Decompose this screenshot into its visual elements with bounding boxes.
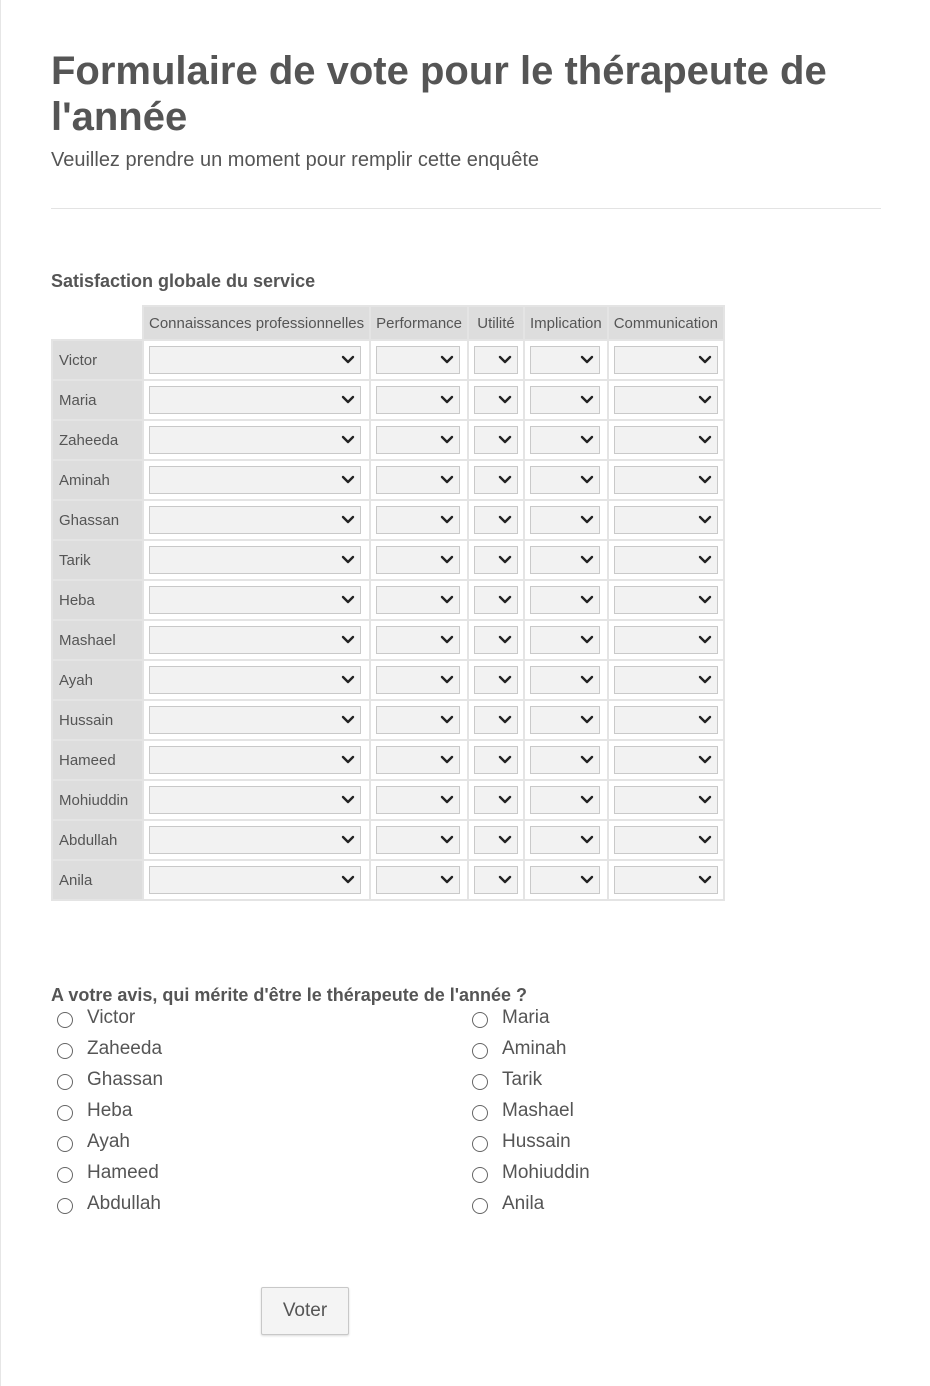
chevron-down-icon [580,550,594,570]
chevron-down-icon [580,430,594,450]
rating-dropdown[interactable] [530,706,600,734]
matrix-cell [468,500,524,540]
rating-dropdown[interactable] [474,826,518,854]
matrix-row [52,500,724,540]
chevron-down-icon [498,510,512,530]
chevron-down-icon [498,710,512,730]
rating-dropdown[interactable] [474,786,518,814]
matrix-cell [143,740,370,780]
matrix-cell [524,540,608,580]
chevron-down-icon [580,710,594,730]
rating-dropdown[interactable] [530,626,600,654]
matrix-row [52,780,724,820]
matrix-cell [608,500,724,540]
chevron-down-icon [580,830,594,850]
chevron-down-icon [698,470,712,490]
chevron-down-icon [498,830,512,850]
rating-dropdown[interactable] [530,506,600,534]
rating-dropdown[interactable] [614,386,718,414]
radio-circle-icon[interactable] [57,1012,73,1028]
chevron-down-icon [440,710,454,730]
vote-option[interactable] [57,1035,162,1063]
matrix-cell [608,580,724,620]
rating-dropdown[interactable] [149,546,361,574]
chevron-down-icon [341,670,355,690]
matrix-cell [370,500,468,540]
matrix-row-label: Aminah [52,460,143,500]
chevron-down-icon [498,470,512,490]
matrix-cell [143,700,370,740]
rating-dropdown[interactable] [530,426,600,454]
matrix-cell [468,420,524,460]
chevron-down-icon [698,750,712,770]
matrix-row-label: Zaheeda [52,420,143,460]
rating-dropdown[interactable] [149,586,361,614]
chevron-down-icon [341,390,355,410]
rating-dropdown[interactable] [149,746,361,774]
rating-dropdown[interactable] [474,546,518,574]
matrix-cell [370,540,468,580]
radio-circle-icon[interactable] [472,1136,488,1152]
rating-dropdown[interactable] [614,586,718,614]
radio-circle-icon[interactable] [472,1074,488,1090]
matrix-cell [143,620,370,660]
vote-option-label: Hussain [502,1131,571,1152]
matrix-row [52,460,724,500]
rating-dropdown[interactable] [376,546,460,574]
chevron-down-icon [580,590,594,610]
vote-option[interactable] [472,1066,542,1094]
matrix-corner-cell [52,306,143,340]
chevron-down-icon [498,670,512,690]
chevron-down-icon [580,390,594,410]
vote-option[interactable] [472,1004,550,1032]
chevron-down-icon [580,870,594,890]
matrix-row [52,380,724,420]
vote-question-label: A votre avis, qui mérite d'être le thérapeute de l'année ? [51,985,528,1005]
chevron-down-icon [440,630,454,650]
rating-dropdown[interactable] [149,786,361,814]
radio-circle-icon[interactable] [472,1167,488,1183]
satisfaction-matrix [51,305,725,901]
chevron-down-icon [341,350,355,370]
vote-option-label: Victor [87,1007,136,1028]
vote-option[interactable] [57,1097,132,1125]
rating-dropdown[interactable] [149,386,361,414]
rating-dropdown[interactable] [530,346,600,374]
rating-dropdown[interactable] [530,386,600,414]
rating-dropdown[interactable] [376,826,460,854]
matrix-column-header: Communication [608,306,724,340]
matrix-cell [524,860,608,900]
matrix-cell [608,860,724,900]
vote-option[interactable] [472,1097,574,1125]
matrix-cell [524,740,608,780]
matrix-cell [143,340,370,380]
matrix-cell [143,860,370,900]
rating-dropdown[interactable] [614,866,718,894]
matrix-header-row [52,306,724,340]
chevron-down-icon [440,390,454,410]
matrix-cell [143,660,370,700]
chevron-down-icon [498,350,512,370]
matrix-cell [370,420,468,460]
rating-dropdown[interactable] [474,746,518,774]
rating-dropdown[interactable] [149,826,361,854]
chevron-down-icon [440,870,454,890]
matrix-cell [370,820,468,860]
rating-dropdown[interactable] [474,666,518,694]
matrix-cell [370,620,468,660]
rating-dropdown[interactable] [614,786,718,814]
chevron-down-icon [440,670,454,690]
vote-option[interactable] [472,1190,544,1218]
rating-dropdown[interactable] [614,466,718,494]
radio-circle-icon[interactable] [57,1105,73,1121]
matrix-row [52,580,724,620]
rating-dropdown[interactable] [614,426,718,454]
matrix-row [52,340,724,380]
divider [51,208,881,209]
radio-circle-icon[interactable] [472,1198,488,1214]
matrix-cell [143,500,370,540]
chevron-down-icon [580,510,594,530]
rating-dropdown[interactable] [376,866,460,894]
chevron-down-icon [698,630,712,650]
rating-dropdown[interactable] [149,426,361,454]
rating-dropdown[interactable] [614,626,718,654]
matrix-row-label: Hussain [52,700,143,740]
matrix-cell [143,380,370,420]
chevron-down-icon [498,790,512,810]
vote-option-label: Zaheeda [87,1038,163,1059]
matrix-cell [608,780,724,820]
rating-dropdown[interactable] [530,586,600,614]
rating-dropdown[interactable] [530,826,600,854]
matrix-cell [143,780,370,820]
chevron-down-icon [341,430,355,450]
chevron-down-icon [698,510,712,530]
matrix-row-label: Mohiuddin [52,780,143,820]
chevron-down-icon [498,390,512,410]
matrix-cell [608,340,724,380]
page-title: Formulaire de vote pour le thérapeute de l'année [51,49,827,139]
matrix-column-header: Connaissances professionnelles [143,306,370,340]
matrix-cell [608,660,724,700]
rating-dropdown[interactable] [474,466,518,494]
matrix-row-label: Ayah [52,660,143,700]
rating-dropdown[interactable] [376,786,460,814]
radio-circle-icon[interactable] [472,1043,488,1059]
matrix-row-label: Abdullah [52,820,143,860]
matrix-cell [524,460,608,500]
rating-dropdown[interactable] [376,426,460,454]
chevron-down-icon [498,630,512,650]
matrix-column-header: Performance [370,306,468,340]
matrix-row [52,700,724,740]
matrix-column-header: Utilité [468,306,524,340]
rating-dropdown[interactable] [614,506,718,534]
chevron-down-icon [698,790,712,810]
rating-dropdown[interactable] [614,706,718,734]
rating-dropdown[interactable] [474,866,518,894]
rating-dropdown[interactable] [614,826,718,854]
matrix-cell [608,460,724,500]
matrix-row-label: Hameed [52,740,143,780]
rating-dropdown[interactable] [376,466,460,494]
matrix-cell [608,420,724,460]
vote-option-label: Heba [87,1100,133,1121]
matrix-cell [524,380,608,420]
chevron-down-icon [580,790,594,810]
chevron-down-icon [440,790,454,810]
matrix-row [52,660,724,700]
chevron-down-icon [341,710,355,730]
matrix-cell [524,340,608,380]
matrix-cell [608,540,724,580]
rating-dropdown[interactable] [149,506,361,534]
vote-option-label: Mashael [502,1100,574,1121]
matrix-cell [468,620,524,660]
matrix-cell [524,420,608,460]
rating-dropdown[interactable] [474,386,518,414]
vote-option[interactable] [57,1159,159,1187]
matrix-cell [468,380,524,420]
chevron-down-icon [341,550,355,570]
radio-circle-icon[interactable] [57,1043,73,1059]
chevron-down-icon [341,790,355,810]
rating-dropdown[interactable] [474,706,518,734]
chevron-down-icon [440,750,454,770]
chevron-down-icon [580,750,594,770]
matrix-row-label: Mashael [52,620,143,660]
matrix-cell [143,580,370,620]
chevron-down-icon [698,550,712,570]
matrix-cell [370,700,468,740]
vote-option[interactable] [472,1159,590,1187]
radio-circle-icon[interactable] [57,1136,73,1152]
matrix-cell [524,500,608,540]
rating-dropdown[interactable] [376,706,460,734]
rating-dropdown[interactable] [149,346,361,374]
rating-dropdown[interactable] [474,586,518,614]
chevron-down-icon [698,870,712,890]
matrix-cell [524,580,608,620]
vote-option[interactable] [57,1128,130,1156]
matrix-cell [370,740,468,780]
chevron-down-icon [341,510,355,530]
matrix-cell [608,740,724,780]
rating-dropdown[interactable] [474,626,518,654]
chevron-down-icon [440,590,454,610]
page-subtitle: Veuillez prendre un moment pour remplir cette enquête [51,149,540,171]
chevron-down-icon [698,350,712,370]
vote-option-label: Tarik [502,1069,543,1090]
matrix-row-label: Victor [52,340,143,380]
vote-option-label: Ayah [87,1131,130,1152]
matrix-cell [370,580,468,620]
matrix-row [52,540,724,580]
rating-dropdown[interactable] [376,626,460,654]
rating-dropdown[interactable] [474,346,518,374]
rating-dropdown[interactable] [530,546,600,574]
rating-dropdown[interactable] [530,786,600,814]
chevron-down-icon [341,590,355,610]
matrix-row [52,860,724,900]
matrix-cell [468,540,524,580]
chevron-down-icon [580,350,594,370]
matrix-cell [143,820,370,860]
chevron-down-icon [440,350,454,370]
matrix-cell [468,700,524,740]
vote-submit-button[interactable]: Voter [261,1287,349,1335]
matrix-cell [608,700,724,740]
matrix-row [52,620,724,660]
vote-option-label: Abdullah [87,1193,161,1214]
matrix-cell [468,780,524,820]
chevron-down-icon [341,470,355,490]
vote-option[interactable] [472,1128,571,1156]
rating-dropdown[interactable] [376,666,460,694]
matrix-cell [524,780,608,820]
chevron-down-icon [341,630,355,650]
chevron-down-icon [341,750,355,770]
matrix-cell [370,380,468,420]
matrix-cell [468,340,524,380]
radio-circle-icon[interactable] [472,1012,488,1028]
vote-option[interactable] [57,1004,135,1032]
chevron-down-icon [498,430,512,450]
radio-circle-icon[interactable] [57,1074,73,1090]
vote-option[interactable] [57,1190,161,1218]
rating-dropdown[interactable] [530,466,600,494]
rating-dropdown[interactable] [614,746,718,774]
matrix-row [52,820,724,860]
matrix-cell [468,580,524,620]
matrix-cell [370,780,468,820]
chevron-down-icon [498,870,512,890]
matrix-row-label: Heba [52,580,143,620]
matrix-cell [143,540,370,580]
matrix-cell [370,340,468,380]
rating-dropdown[interactable] [614,546,718,574]
rating-dropdown[interactable] [376,346,460,374]
matrix-cell [608,620,724,660]
chevron-down-icon [698,430,712,450]
matrix-cell [370,860,468,900]
chevron-down-icon [580,630,594,650]
matrix-row-label: Tarik [52,540,143,580]
chevron-down-icon [498,550,512,570]
rating-dropdown[interactable] [530,866,600,894]
rating-dropdown[interactable] [376,506,460,534]
matrix-row [52,740,724,780]
chevron-down-icon [698,710,712,730]
vote-option-label: Hameed [87,1162,159,1183]
rating-dropdown[interactable] [149,666,361,694]
matrix-cell [468,820,524,860]
vote-option[interactable] [57,1066,163,1094]
matrix-row-label: Ghassan [52,500,143,540]
vote-option-label: Aminah [502,1038,567,1059]
vote-option-label: Ghassan [87,1069,164,1090]
matrix-row-label: Maria [52,380,143,420]
matrix-cell [468,860,524,900]
matrix-cell [370,460,468,500]
vote-option-label: Maria [502,1007,550,1028]
chevron-down-icon [440,470,454,490]
matrix-cell [143,460,370,500]
radio-circle-icon[interactable] [472,1105,488,1121]
matrix-cell [468,460,524,500]
chevron-down-icon [580,670,594,690]
chevron-down-icon [341,830,355,850]
matrix-cell [524,660,608,700]
radio-circle-icon[interactable] [57,1198,73,1214]
chevron-down-icon [440,510,454,530]
radio-circle-icon[interactable] [57,1167,73,1183]
matrix-cell [524,620,608,660]
vote-option[interactable] [472,1035,566,1063]
chevron-down-icon [580,470,594,490]
chevron-down-icon [698,390,712,410]
matrix-cell [608,820,724,860]
rating-dropdown[interactable] [614,346,718,374]
chevron-down-icon [440,830,454,850]
vote-option-label: Mohiuddin [502,1162,590,1183]
rating-dropdown[interactable] [149,866,361,894]
rating-dropdown[interactable] [530,746,600,774]
matrix-cell [608,380,724,420]
matrix-question-label: Satisfaction globale du service [51,271,316,291]
chevron-down-icon [440,430,454,450]
rating-dropdown[interactable] [149,626,361,654]
matrix-cell [524,820,608,860]
vote-option-label: Anila [502,1193,545,1214]
matrix-cell [468,740,524,780]
matrix-cell [370,660,468,700]
rating-dropdown[interactable] [474,506,518,534]
rating-dropdown[interactable] [530,666,600,694]
matrix-cell [524,700,608,740]
matrix-row-label: Anila [52,860,143,900]
matrix-row [52,420,724,460]
chevron-down-icon [698,590,712,610]
matrix-cell [143,420,370,460]
rating-dropdown[interactable] [376,746,460,774]
rating-dropdown[interactable] [149,466,361,494]
matrix-column-header: Implication [524,306,608,340]
chevron-down-icon [498,750,512,770]
rating-dropdown[interactable] [376,386,460,414]
chevron-down-icon [698,670,712,690]
rating-dropdown[interactable] [376,586,460,614]
rating-dropdown[interactable] [149,706,361,734]
rating-dropdown[interactable] [614,666,718,694]
chevron-down-icon [440,550,454,570]
chevron-down-icon [698,830,712,850]
chevron-down-icon [498,590,512,610]
matrix-cell [468,660,524,700]
rating-dropdown[interactable] [474,426,518,454]
chevron-down-icon [341,870,355,890]
